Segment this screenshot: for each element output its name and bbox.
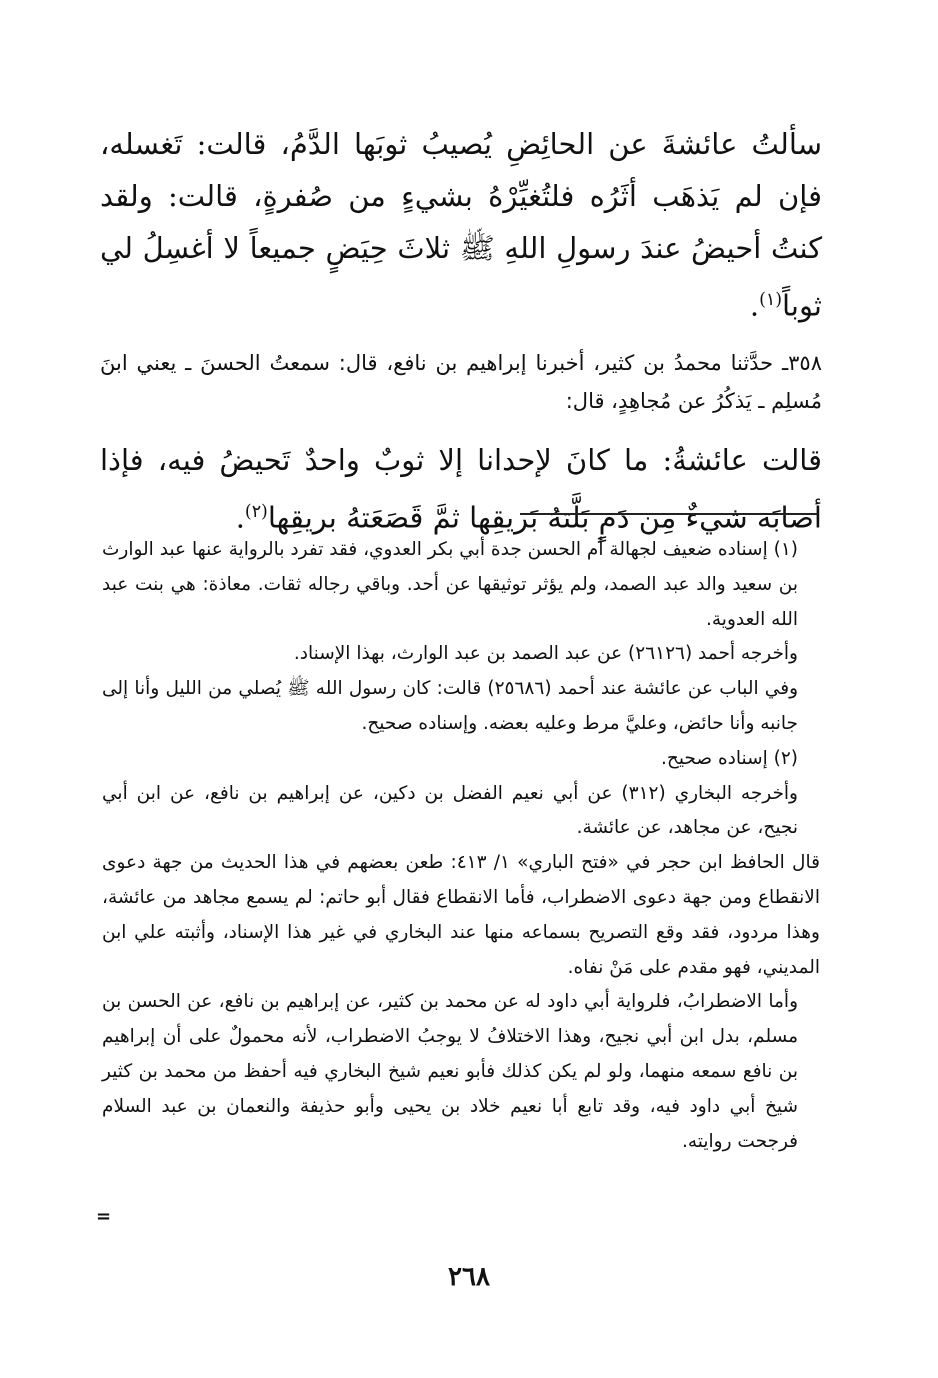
hadith-text-1: سألتُ عائشةَ عن الحائِضِ يُصيبُ ثوبَها الدَّمُ، قالت: تَغسله، فإن لم يَذهَب أثَرُه فلتُغيِّرْهُ بشيءٍ من صُفرةٍ، قالت: ولقد كنتُ أحيضُ عندَ رسولِ اللهِ ﷺ ثلاثَ حِيَضٍ جميعاً لا أغسِلُ لي ثوباً: [100, 127, 822, 323]
page-number: ٢٦٨: [448, 1262, 490, 1292]
footnote-ref-1[interactable]: (١): [759, 290, 783, 310]
hadith-1-period: .: [749, 288, 760, 323]
footnote-1: (١) إسناده ضعيف لجهالة أم الحسن جدة أبي بكر العدوي، فقد تفرد بالرواية عنها عبد الوارث بن سعيد والد عبد الصمد، ولم يؤثر توثيقها عن أحد. وباقي رجاله ثقات. معاذة: هي بنت عبد الله العدوية.: [102, 539, 798, 630]
footnote-2: (٢) إسناده صحيح.: [661, 747, 798, 769]
footnote-separator: [520, 513, 818, 515]
footnote-1-bab: وفي الباب عن عائشة عند أحمد (٢٥٦٨٦) قالت: كان رسول الله ﷺ يُصلي من الليل وأنا إلى جانبه وأنا حائض، وعليَّ مرط وعليه بعضه. وإسناده صحيح.: [102, 678, 799, 734]
footnote-ref-2[interactable]: (٢): [244, 501, 268, 522]
footnotes: [102, 533, 820, 1159]
hadith-isnad-358: ٣٥٨ـ حدَّثنا محمدُ بن كثير، أخبرنا إبراهيم بن نافع، قال: سمعتُ الحسنَ ـ يعني ابنَ مُسلِم ـ يَذكُرُ عن مُجاهِدٍ، قال:: [100, 350, 822, 413]
continuation-mark: =: [96, 1206, 112, 1227]
footnote-2-idtirab: وأما الاضطرابُ، فلرواية أبي داود له عن محمد بن كثير، عن إبراهيم بن نافع، عن الحسن بن مسلم، بدل ابن أبي نجيح، وهذا الاختلافُ لا يوجبُ الاضطراب، لأنه محمولٌ على أن إبراهيم بن نافع سمعه منهما، ولو لم يكن كذلك فأبو نعيم شيخ البخاري فيه أحفظ من محمد بن كثير شيخ أبي داود فيه، وقد تابع أبا نعيم خلاد بن يحيى وأبو حذيفة والنعمان بن عبد السلام فرجحت روايته.: [102, 991, 798, 1152]
hadith-text-2: قالت عائشةُ: ما كانَ لإحدانا إلا ثوبٌ واحدٌ تَحيضُ فيه، فإذا أصابَه شيءٌ مِن دَمٍ بَلَّتهُ بَريقِها ثمَّ قَصَعَتهُ بريقِها: [100, 442, 822, 535]
main-text: [100, 118, 822, 543]
footnote-2-takhrij: وأخرجه البخاري (٣١٢) عن أبي نعيم الفضل بن دكين، عن إبراهيم بن نافع، عن ابن أبي نجيح، عن مجاهد، عن عائشة.: [102, 782, 798, 839]
hadith-paragraph-2: [100, 434, 822, 544]
footnote-2-ibn-hajar: قال الحافظ ابن حجر في «فتح الباري» ١/ ٤١٣: طعن بعضهم في هذا الحديث من جهة دعوى الانقطاع ومن جهة دعوى الاضطراب، فأما الانقطاع فقال أبو حاتم: لم يسمع مجاهد من عائشة، وهذا مردود، فقد وقع التصريح بسماعه منها عند البخاري في غير هذا الإسناد، وأثبته علي ابن المديني، فهو مقدم على مَنْ نفاه.: [102, 852, 820, 978]
hadith-paragraph-1: [100, 118, 822, 332]
footnote-1-takhrij: وأخرجه أحمد (٢٦١٢٦) عن عبد الصمد بن عبد الوارث، بهذا الإسناد.: [293, 643, 798, 665]
hadith-2-period: .: [235, 500, 245, 535]
